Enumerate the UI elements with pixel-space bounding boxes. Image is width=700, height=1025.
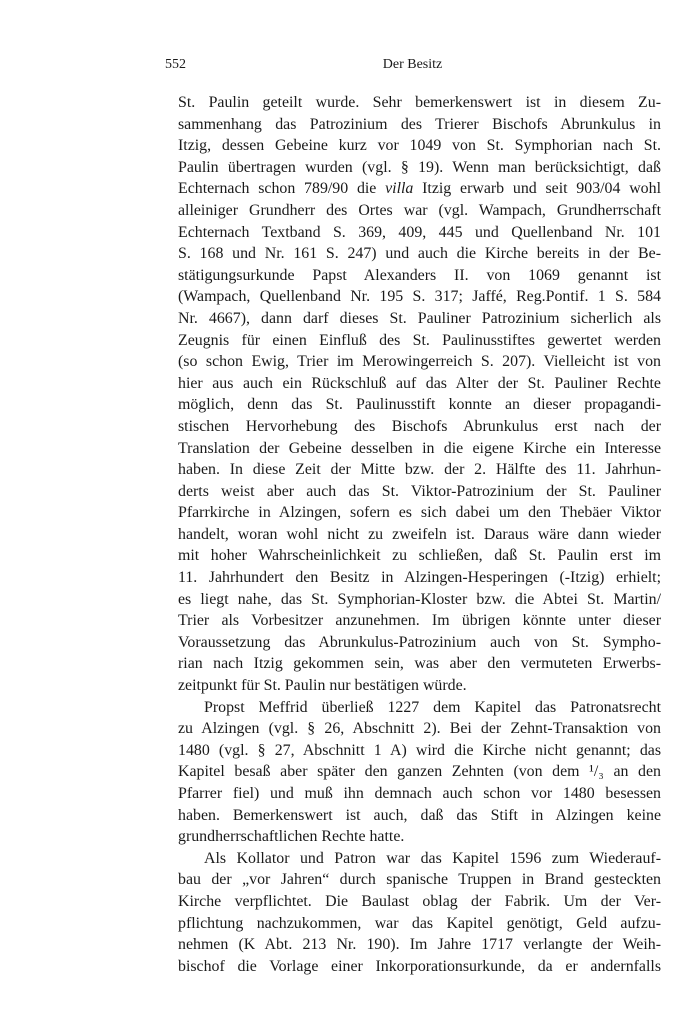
text-line: Voraussetzung das Abrunkulus-Patrozinium auch von St. Sympho- [178,633,661,651]
text-line: derts weist aber auch das St. Viktor-Patrozinium der St. Pauliner [178,482,661,500]
text-line: pflichtung nachzukommen, war das Kapitel genötigt, Geld aufzu- [178,914,661,932]
text-line: zeitpunkt für St. Paulin nur bestätigen würde. [178,677,467,695]
text-line: bau der „vor Jahren“ durch spanische Truppen in Brand gesteckten [178,871,661,889]
text-line [178,178,661,200]
text-segment: Echternach schon 789/90 die villa Itzig erwarb und seit 903/04 wohl [178,180,661,198]
text-line: nehmen (K Abt. 213 Nr. 190). Im Jahre 1717 verlangte der Weih- [178,936,661,954]
text-line: St. Paulin geteilt wurde. Sehr bemerkenswert ist in diesem Zu- [178,94,661,111]
text-line: 1480 (vgl. § 27, Abschnitt 1 A) wird die Kirche nicht genannt; das [178,741,661,759]
text-line: hier aus auch ein Rückschluß auf das Alter der St. Pauliner Rechte [178,374,661,392]
text-line: (Wampach, Quellenband Nr. 195 S. 317; Jaffé, Reg.Pontif. 1 S. 584 [178,288,661,306]
text-line: Trier als Vorbesitzer anzunehmen. Im übrigen könnte unter dieser [178,612,661,630]
text-line: Itzig, dessen Gebeine kurz vor 1049 von St. Symphorian nach St. [178,137,661,155]
text-line: Kirche verpflichtet. Die Baulast oblag der Fabrik. Um der Ver- [178,892,661,910]
text-line: handelt, woran wohl nicht zu zweifeln ist. Daraus wäre dann wieder [178,525,661,543]
page-number: 552 [165,57,186,72]
text-line: haben. Bemerkenswert ist auch, daß das Stift in Alzingen keine [178,806,661,824]
running-title: Der Besitz [382,57,443,72]
text-line: stischen Hervorhebung des Bischofs Abrunkulus erst nach der [178,417,661,435]
text-line: möglich, denn das St. Paulinusstift konnte an dieser propagandi- [178,396,661,414]
text-line: Kapitel besaß aber später den ganzen Zehnten (von dem ¹/₃ an den [178,763,661,781]
text-line: mit hoher Wahrscheinlichkeit zu schließen, daß St. Paulin erst im [178,547,661,565]
text-line: Pfarrer fiel) und muß ihn demnach auch schon vor 1480 besessen [178,785,661,802]
text-line: Translation der Gebeine desselben in die eigene Kirche ein Interesse [178,439,661,457]
text-line: Paulin übertragen wurden (vgl. § 19). Wenn man berücksichtigt, daß [178,158,661,176]
text-line: sammenhang das Patrozinium des Trierer Bischofs Abrunkulus in [178,115,661,133]
text-line: alleiniger Grundherr des Ortes war (vgl. Wampach, Grundherrschaft [178,201,661,219]
text-line: S. 168 und Nr. 161 S. 247) und auch die Kirche bereits in der Be- [178,245,661,263]
text-line: rian nach Itzig gekommen sein, was aber den vermuteten Erwerbs- [178,655,661,673]
text-line: es liegt nahe, das St. Symphorian-Kloster bzw. die Abtei St. Martin/ [178,590,661,608]
italic-word: villa [385,180,414,198]
running-head [165,57,660,77]
text-line: (so schon Ewig, Trier im Merowingerreich S. 207). Vielleicht ist von [178,353,661,371]
text-line: 11. Jahrhundert den Besitz in Alzingen-Hesperingen (-Itzig) erhielt; [178,569,661,587]
text-line: grundherrschaftlichen Rechte hatte. [178,828,405,846]
body-text [178,92,661,977]
text-line: Nr. 4667), dann darf dieses St. Pauliner Patrozinium sicherlich als [178,309,661,327]
text-line: stätigungsurkunde Papst Alexanders II. von 1069 genannt ist [178,266,661,284]
text-line: Echternach Textband S. 369, 409, 445 und Quellenband Nr. 101 [178,223,661,241]
text-line: haben. In diese Zeit der Mitte bzw. der 2. Hälfte des 11. Jahrhun- [178,461,661,479]
text-line: Pfarrkirche in Alzingen, sofern es sich dabei um den Thebäer Viktor [178,504,661,522]
text-line: Zeugnis für einen Einfluß des St. Paulinusstiftes gewertet werden [178,331,661,349]
text-line: bischof die Vorlage einer Inkorporationsurkunde, da er andernfalls [178,957,661,975]
text-line: Propst Meffrid überließ 1227 dem Kapitel das Patronatsrecht [204,698,661,716]
text-line: Als Kollator und Patron war das Kapitel 1596 zum Wiederauf- [204,849,661,867]
text-line: zu Alzingen (vgl. § 26, Abschnitt 2). Bei der Zehnt-Transaktion von [178,720,661,738]
